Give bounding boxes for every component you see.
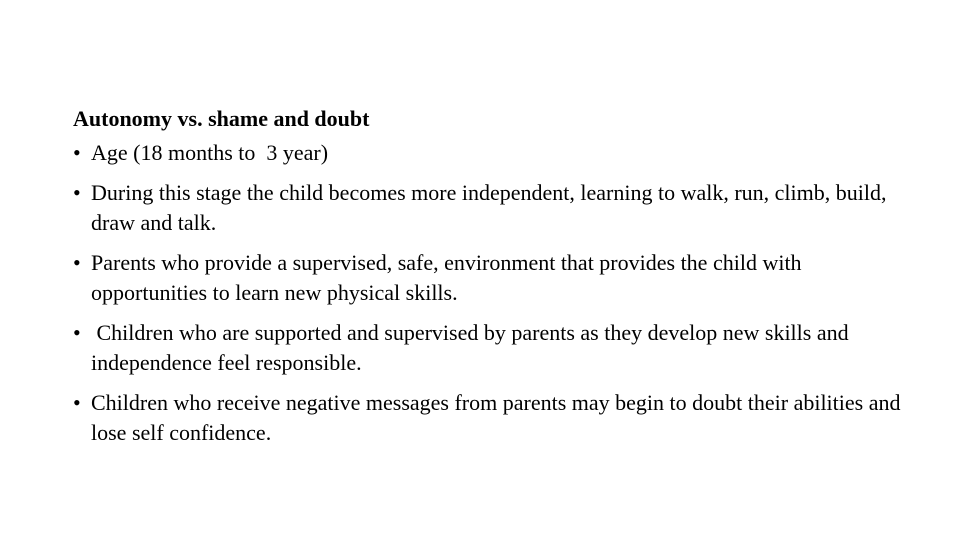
bullet-list <box>73 138 906 448</box>
bullet-item <box>73 138 903 168</box>
bullet-text: Children who receive negative messages from parents may begin to doubt their abilities and lose self confidence. <box>91 390 906 445</box>
bullet-text: Age (18 months to 3 year) <box>91 140 329 165</box>
slide-heading: Autonomy vs. shame and doubt <box>73 106 370 131</box>
bullet-text: Children who are supported and supervised by parents as they develop new skills and independence feel responsible. <box>91 320 855 375</box>
bullet-icon: • <box>73 140 81 165</box>
bullet-icon: • <box>73 390 81 415</box>
bullet-item <box>73 388 906 448</box>
bullet-icon: • <box>73 320 81 345</box>
bullet-icon: • <box>73 250 81 275</box>
bullet-item <box>73 178 903 238</box>
bullet-item <box>73 318 903 378</box>
slide-content <box>73 104 906 448</box>
bullet-text: Parents who provide a supervised, safe, environment that provides the child with opportunities to learn new physical skills. <box>91 250 808 305</box>
bullet-text: During this stage the child becomes more independent, learning to walk, run, climb, build, draw and talk. <box>91 180 892 235</box>
bullet-icon: • <box>73 180 81 205</box>
bullet-item <box>73 248 903 308</box>
